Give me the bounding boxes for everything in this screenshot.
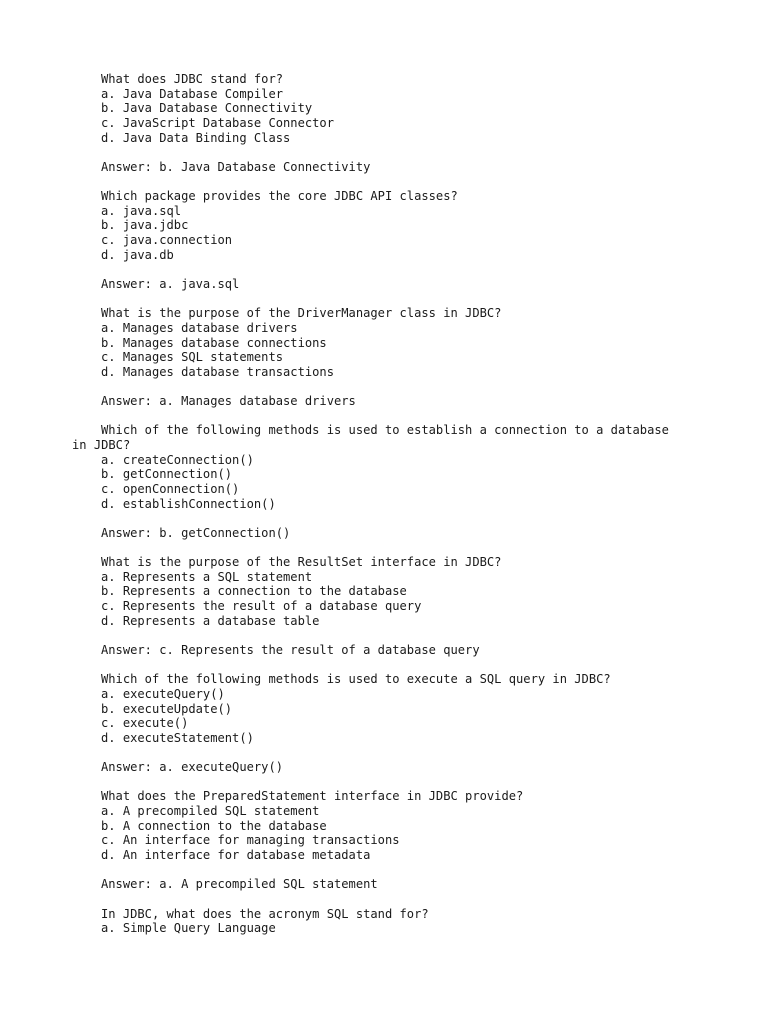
option-c: c. JavaScript Database Connector	[101, 115, 334, 130]
option-b: b. executeUpdate()	[101, 701, 233, 716]
answer-text: Answer: c. Represents the result of a database query	[101, 642, 480, 657]
question-text: What does the PreparedStatement interface in JDBC provide?	[101, 789, 524, 804]
answer-text: Answer: a. executeQuery()	[101, 760, 284, 775]
option-d: d. executeStatement()	[101, 730, 254, 745]
spacer	[0, 145, 768, 160]
option-b: b. Java Database Connectivity	[101, 101, 313, 116]
answer-text: Answer: a. A precompiled SQL statement	[101, 877, 378, 892]
question-text: What does JDBC stand for?	[101, 72, 284, 86]
option-a: a. Java Database Compiler	[101, 86, 284, 101]
question-text: Which of the following methods is used to execute a SQL query in JDBC?	[101, 672, 611, 687]
question-text: Which of the following methods is used to establish a connection to a database	[101, 423, 669, 438]
spacer	[0, 174, 768, 189]
option-b: b. A connection to the database	[101, 818, 327, 833]
question-block-2	[0, 189, 768, 306]
question-text: In JDBC, what does the acronym SQL stand for?	[101, 906, 429, 921]
option-a: a. executeQuery()	[101, 686, 225, 701]
spacer	[0, 292, 768, 307]
question-block-5	[0, 555, 768, 672]
option-b: b. Manages database connections	[101, 335, 327, 350]
spacer	[0, 892, 768, 907]
option-d: d. establishConnection()	[101, 496, 276, 511]
answer-text: Answer: a. Manages database drivers	[101, 394, 356, 409]
option-a: a. A precompiled SQL statement	[101, 804, 320, 819]
answer-text: Answer: a. java.sql	[101, 276, 240, 291]
question-text-continued: in JDBC?	[72, 438, 131, 453]
spacer	[0, 262, 768, 277]
option-c: c. java.connection	[101, 233, 233, 248]
option-d: d. An interface for database metadata	[101, 847, 371, 862]
question-block-1	[0, 72, 768, 189]
answer-text: Answer: b. getConnection()	[101, 525, 291, 540]
question-block-8	[0, 907, 768, 936]
option-b: b. Represents a connection to the database	[101, 584, 407, 599]
option-c: c. openConnection()	[101, 481, 240, 496]
spacer	[0, 628, 768, 643]
spacer	[0, 863, 768, 878]
option-d: d. java.db	[101, 247, 174, 262]
spacer	[0, 775, 768, 790]
question-text: What is the purpose of the DriverManager class in JDBC?	[101, 306, 502, 321]
option-b: b. java.jdbc	[101, 218, 189, 233]
option-a: a. createConnection()	[101, 452, 254, 467]
spacer	[0, 511, 768, 526]
question-block-4	[0, 423, 768, 555]
option-c: c. An interface for managing transactions	[101, 833, 400, 848]
question-text: Which package provides the core JDBC API classes?	[101, 189, 458, 204]
option-a: a. Manages database drivers	[101, 320, 298, 335]
spacer	[0, 409, 768, 424]
option-c: c. Manages SQL statements	[101, 350, 284, 365]
question-block-6	[0, 672, 768, 789]
spacer	[0, 541, 768, 556]
question-text: What is the purpose of the ResultSet interface in JDBC?	[101, 555, 502, 570]
option-a: a. Represents a SQL statement	[101, 569, 313, 584]
option-a: a. java.sql	[101, 203, 182, 218]
option-d: d. Java Data Binding Class	[101, 130, 291, 145]
answer-text: Answer: b. Java Database Connectivity	[101, 159, 371, 174]
spacer	[0, 379, 768, 394]
option-d: d. Represents a database table	[101, 613, 320, 628]
option-a: a. Simple Query Language	[101, 921, 276, 936]
option-c: c. Represents the result of a database query	[101, 599, 422, 614]
option-d: d. Manages database transactions	[101, 364, 334, 379]
spacer	[0, 745, 768, 760]
document-page	[0, 72, 768, 936]
option-b: b. getConnection()	[101, 467, 233, 482]
option-c: c. execute()	[101, 716, 189, 731]
question-block-7	[0, 789, 768, 906]
spacer	[0, 658, 768, 673]
question-block-3	[0, 306, 768, 423]
